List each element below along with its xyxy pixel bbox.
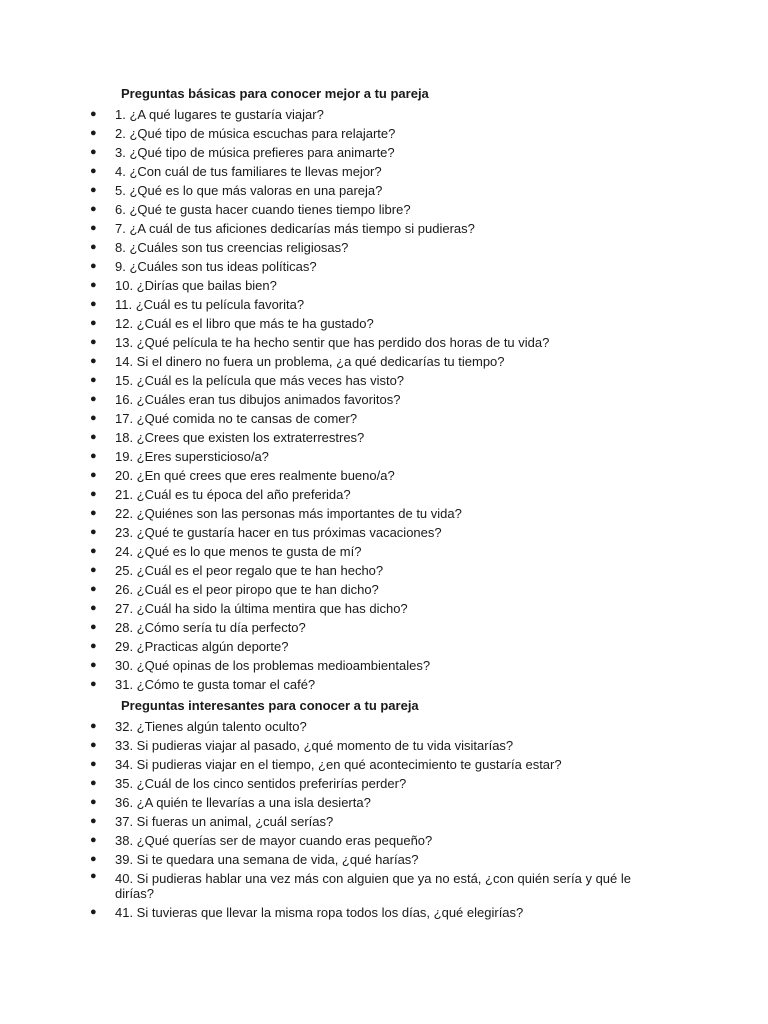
list-item (90, 504, 645, 523)
list-item (90, 675, 645, 694)
list-item (90, 333, 645, 352)
section-heading: Preguntas básicas para conocer mejor a tu pareja (121, 86, 429, 101)
question-text: 33. Si pudieras viajar al pasado, ¿qué momento de tu vida visitarías? (115, 738, 514, 753)
bullet-icon: ● (90, 853, 97, 865)
bullet-icon: ● (90, 796, 97, 808)
list-item (90, 181, 645, 200)
bullet-icon: ● (90, 640, 97, 652)
list-item (90, 124, 645, 143)
question-text: 25. ¿Cuál es el peor regalo que te han hecho? (115, 563, 384, 578)
question-text: 20. ¿En qué crees que eres realmente bueno/a? (115, 468, 395, 483)
list-item (90, 599, 645, 618)
question-text: 36. ¿A quién te llevarías a una isla desierta? (115, 795, 371, 810)
question-text: 16. ¿Cuáles eran tus dibujos animados favoritos? (115, 392, 401, 407)
bullet-icon: ● (90, 870, 97, 882)
list-item (90, 371, 645, 390)
list-item (90, 736, 645, 755)
bullet-icon: ● (90, 298, 97, 310)
list-item (90, 162, 645, 181)
question-text: 34. Si pudieras viajar en el tiempo, ¿en qué acontecimiento te gustaría estar? (115, 757, 562, 772)
list-item (90, 219, 645, 238)
question-text: 35. ¿Cuál de los cinco sentidos preferirías perder? (115, 776, 407, 791)
list-item (90, 238, 645, 257)
bullet-icon: ● (90, 739, 97, 751)
question-list (90, 717, 768, 922)
question-text: 10. ¿Dirías que bailas bien? (115, 278, 277, 293)
list-item (90, 390, 645, 409)
list-item (90, 618, 645, 637)
list-item (90, 352, 645, 371)
list-item (90, 656, 645, 675)
bullet-icon: ● (90, 355, 97, 367)
bullet-icon: ● (90, 469, 97, 481)
bullet-icon: ● (90, 393, 97, 405)
list-item (90, 869, 645, 903)
bullet-icon: ● (90, 108, 97, 120)
question-text: 3. ¿Qué tipo de música prefieres para animarte? (115, 145, 395, 160)
bullet-icon: ● (90, 507, 97, 519)
list-item (90, 485, 645, 504)
question-text: 23. ¿Qué te gustaría hacer en tus próximas vacaciones? (115, 525, 442, 540)
question-text: 32. ¿Tienes algún talento oculto? (115, 719, 307, 734)
bullet-icon: ● (90, 374, 97, 386)
bullet-icon: ● (90, 241, 97, 253)
question-text: 2. ¿Qué tipo de música escuchas para relajarte? (115, 126, 396, 141)
list-item (90, 276, 645, 295)
list-item (90, 428, 645, 447)
list-item (90, 755, 645, 774)
list-item (90, 831, 645, 850)
list-item (90, 812, 645, 831)
question-text: 1. ¿A qué lugares te gustaría viajar? (115, 107, 324, 122)
list-item (90, 717, 645, 736)
bullet-icon: ● (90, 488, 97, 500)
section-interesting-questions (90, 694, 768, 922)
list-item (90, 542, 645, 561)
question-text: 4. ¿Con cuál de tus familiares te llevas mejor? (115, 164, 382, 179)
bullet-icon: ● (90, 621, 97, 633)
question-text: 11. ¿Cuál es tu película favorita? (115, 297, 305, 312)
question-text: 27. ¿Cuál ha sido la última mentira que has dicho? (115, 601, 408, 616)
question-list (90, 105, 768, 694)
bullet-icon: ● (90, 184, 97, 196)
bullet-icon: ● (90, 906, 97, 918)
question-text: 28. ¿Cómo sería tu día perfecto? (115, 620, 306, 635)
bullet-icon: ● (90, 336, 97, 348)
question-text: 14. Si el dinero no fuera un problema, ¿a qué dedicarías tu tiempo? (115, 354, 505, 369)
question-text: 5. ¿Qué es lo que más valoras en una pareja? (115, 183, 383, 198)
bullet-icon: ● (90, 564, 97, 576)
list-item (90, 523, 645, 542)
bullet-icon: ● (90, 127, 97, 139)
question-text: 18. ¿Crees que existen los extraterrestres? (115, 430, 365, 445)
list-item (90, 200, 645, 219)
list-item (90, 409, 645, 428)
question-text: 21. ¿Cuál es tu época del año preferida? (115, 487, 351, 502)
bullet-icon: ● (90, 222, 97, 234)
question-text: 9. ¿Cuáles son tus ideas políticas? (115, 259, 317, 274)
section-heading: Preguntas interesantes para conocer a tu pareja (121, 698, 419, 713)
bullet-icon: ● (90, 146, 97, 158)
bullet-icon: ● (90, 526, 97, 538)
list-item (90, 850, 645, 869)
list-item (90, 143, 645, 162)
list-item (90, 295, 645, 314)
list-item (90, 561, 645, 580)
bullet-icon: ● (90, 678, 97, 690)
question-text: 7. ¿A cuál de tus aficiones dedicarías más tiempo si pudieras? (115, 221, 475, 236)
question-text: 22. ¿Quiénes son las personas más importantes de tu vida? (115, 506, 462, 521)
question-text: 41. Si tuvieras que llevar la misma ropa todos los días, ¿qué elegirías? (115, 905, 524, 920)
section-basic-questions (90, 0, 768, 694)
bullet-icon: ● (90, 583, 97, 595)
question-text: 31. ¿Cómo te gusta tomar el café? (115, 677, 316, 692)
list-item (90, 637, 645, 656)
question-text: 13. ¿Qué película te ha hecho sentir que has perdido dos horas de tu vida? (115, 335, 550, 350)
list-item (90, 105, 645, 124)
bullet-icon: ● (90, 317, 97, 329)
bullet-icon: ● (90, 758, 97, 770)
list-item (90, 314, 645, 333)
list-item (90, 793, 645, 812)
question-text: 40. Si pudieras hablar una vez más con alguien que ya no está, ¿con quién sería y qué le dirías? (115, 871, 631, 901)
list-item (90, 774, 645, 793)
bullet-icon: ● (90, 450, 97, 462)
question-text: 17. ¿Qué comida no te cansas de comer? (115, 411, 358, 426)
question-text: 26. ¿Cuál es el peor piropo que te han dicho? (115, 582, 379, 597)
bullet-icon: ● (90, 412, 97, 424)
question-text: 39. Si te quedara una semana de vida, ¿qué harías? (115, 852, 419, 867)
question-text: 29. ¿Practicas algún deporte? (115, 639, 289, 654)
question-text: 37. Si fueras un animal, ¿cuál serías? (115, 814, 334, 829)
list-item (90, 466, 645, 485)
list-item (90, 257, 645, 276)
bullet-icon: ● (90, 720, 97, 732)
list-item (90, 580, 645, 599)
list-item (90, 447, 645, 466)
question-text: 30. ¿Qué opinas de los problemas medioambientales? (115, 658, 431, 673)
bullet-icon: ● (90, 260, 97, 272)
question-text: 19. ¿Eres supersticioso/a? (115, 449, 269, 464)
question-text: 6. ¿Qué te gusta hacer cuando tienes tiempo libre? (115, 202, 411, 217)
bullet-icon: ● (90, 279, 97, 291)
bullet-icon: ● (90, 815, 97, 827)
question-text: 12. ¿Cuál es el libro que más te ha gustado? (115, 316, 374, 331)
bullet-icon: ● (90, 203, 97, 215)
bullet-icon: ● (90, 431, 97, 443)
bullet-icon: ● (90, 165, 97, 177)
question-text: 15. ¿Cuál es la película que más veces has visto? (115, 373, 405, 388)
bullet-icon: ● (90, 659, 97, 671)
question-text: 8. ¿Cuáles son tus creencias religiosas? (115, 240, 349, 255)
bullet-icon: ● (90, 545, 97, 557)
list-item (90, 903, 645, 922)
question-text: 24. ¿Qué es lo que menos te gusta de mí? (115, 544, 362, 559)
bullet-icon: ● (90, 834, 97, 846)
bullet-icon: ● (90, 602, 97, 614)
question-text: 38. ¿Qué querías ser de mayor cuando eras pequeño? (115, 833, 433, 848)
bullet-icon: ● (90, 777, 97, 789)
